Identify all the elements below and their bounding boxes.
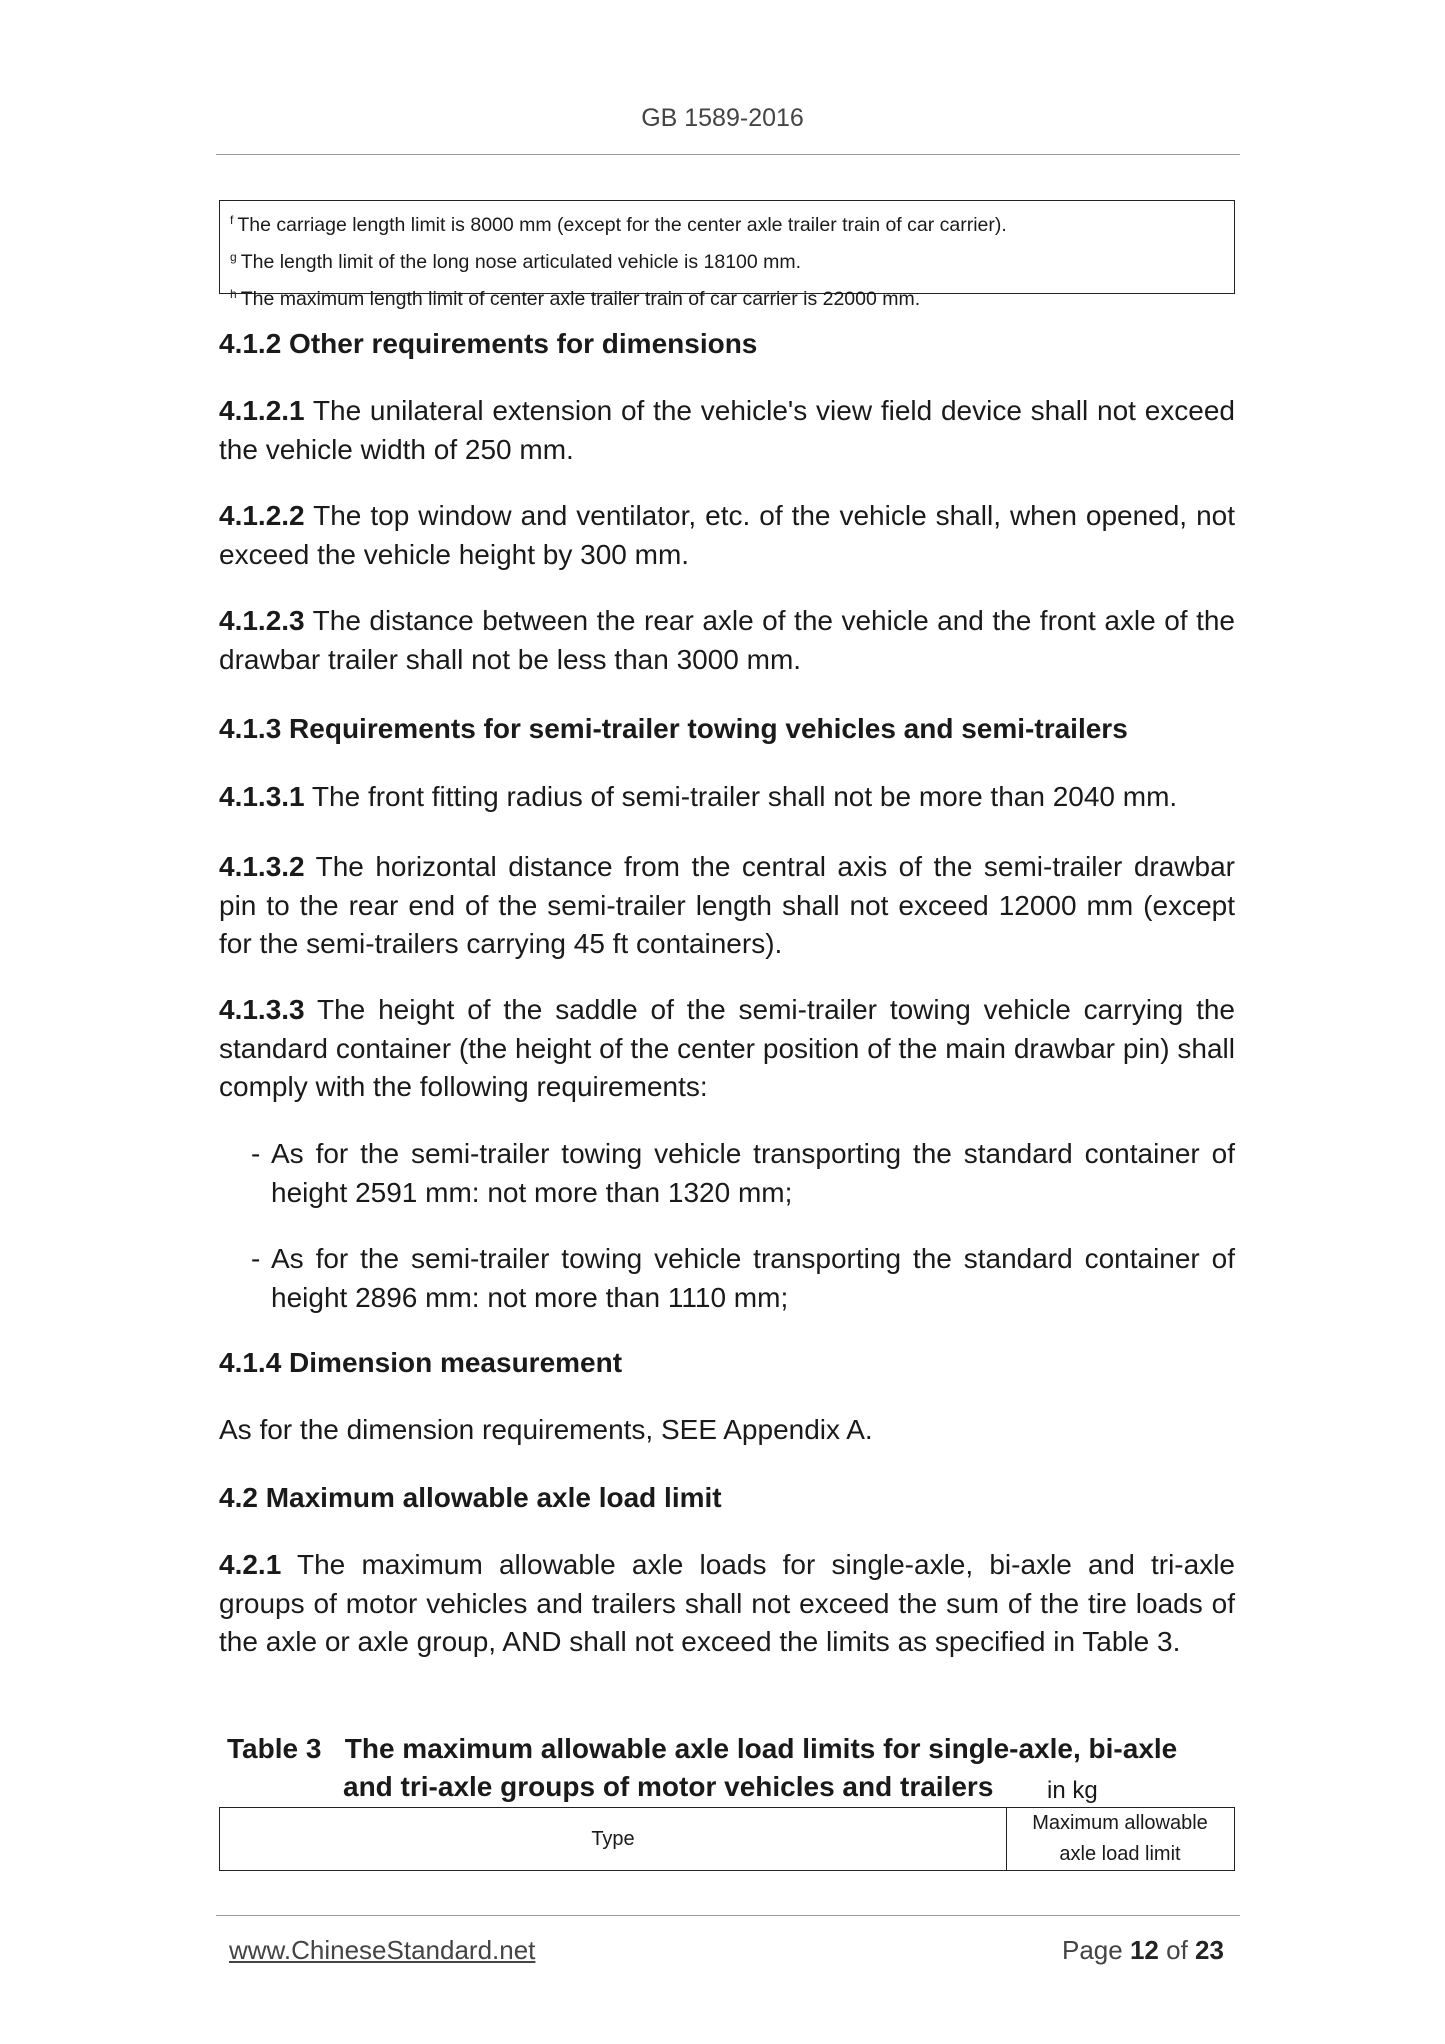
footnote-g (230, 241, 1234, 278)
clause-text: The height of the saddle of the semi-trailer towing vehicle carrying the standard container (the height of the center position of the main drawbar pin) shall comply with the following requirements: (219, 994, 1235, 1102)
footer-website-link[interactable]: www.ChineseStandard.net (229, 1935, 536, 1965)
list-dash: - (251, 1243, 261, 1274)
clause-4-1-3-3 (219, 991, 1235, 1107)
footnote-text: The carriage length limit is 8000 mm (except for the center axle trailer train of car carrier). (237, 214, 1007, 236)
clause-number: 4.1.3.2 (219, 851, 305, 882)
table-footnotes-box (219, 200, 1235, 310)
list-item (251, 1135, 1235, 1212)
list-item-text: As for the semi-trailer towing vehicle transporting the standard container of height 2591 mm: not more than 1320 mm; (271, 1138, 1235, 1208)
clause-4-1-2-1 (219, 392, 1235, 469)
clause-4-1-2-2 (219, 497, 1235, 574)
section-heading-4-1-4: 4.1.4 Dimension measurement (219, 1347, 623, 1378)
page-of: of (1166, 1935, 1188, 1965)
page-number (1062, 1935, 1224, 1966)
footnote-mark: g (230, 250, 237, 264)
total-pages: 23 (1195, 1935, 1224, 1965)
clause-number: 4.2.1 (219, 1549, 282, 1580)
table-3-header-row (219, 1807, 1235, 1871)
column-header-max-load (1007, 1808, 1233, 1870)
clause-text: The maximum allowable axle loads for single-axle, bi-axle and tri-axle groups of motor vehicles and trailers shall not exceed the sum of the tire loads of the axle or axle group, AND shall not exceed the limits as specified in Table 3. (219, 1549, 1235, 1657)
section-heading-4-1-3: 4.1.3 Requirements for semi-trailer towing vehicles and semi-trailers (219, 713, 1128, 744)
clause-number: 4.1.2.2 (219, 500, 305, 531)
list-item (251, 1240, 1235, 1317)
clause-text: The distance between the rear axle of the vehicle and the front axle of the drawbar trailer shall not be less than 3000 mm. (219, 605, 1235, 675)
clause-number: 4.1.3.3 (219, 994, 305, 1025)
table-caption-line-2: and tri-axle groups of motor vehicles and trailers (343, 1771, 994, 1802)
footnote-text: The maximum length limit of center axle trailer train of car carrier is 22000 mm. (240, 288, 921, 310)
footnote-mark: f (230, 213, 234, 227)
table-unit: in kg (1047, 1777, 1098, 1804)
clause-4-1-4-text: As for the dimension requirements, SEE Appendix A. (219, 1414, 873, 1445)
page-label: Page (1062, 1935, 1123, 1965)
clause-text: The top window and ventilator, etc. of the vehicle shall, when opened, not exceed the vehicle height by 300 mm. (219, 500, 1235, 570)
column-header-type: Type (220, 1808, 1007, 1870)
clause-4-1-3-2 (219, 848, 1235, 964)
footnote-mark: h (230, 287, 237, 301)
clause-4-2-1 (219, 1546, 1235, 1662)
section-heading-4-1-2: 4.1.2 Other requirements for dimensions (219, 328, 758, 359)
clause-text: The front fitting radius of semi-trailer shall not be more than 2040 mm. (311, 781, 1178, 812)
clause-number: 4.1.2.3 (219, 605, 305, 636)
table-caption-line-1: Table 3 The maximum allowable axle load limits for single-axle, bi-axle (227, 1733, 1178, 1764)
footnote-f (230, 204, 1234, 241)
section-heading-4-2: 4.2 Maximum allowable axle load limit (219, 1482, 722, 1513)
footer-divider (216, 1915, 1240, 1916)
header-divider (216, 154, 1240, 155)
clause-4-1-2-3 (219, 602, 1235, 679)
current-page: 12 (1129, 1935, 1159, 1965)
list-dash: - (251, 1138, 261, 1169)
clause-text: The horizontal distance from the central axis of the semi-trailer drawbar pin to the rear end of the semi-trailer length shall not exceed 12000 mm (except for the semi-trailers carrying 45 ft containers). (219, 851, 1235, 959)
clause-4-1-3-1 (219, 778, 1235, 817)
page-header-title: GB 1589-2016 (641, 104, 804, 132)
footnote-text: The length limit of the long nose articulated vehicle is 18100 mm. (240, 251, 802, 273)
column-header-line: axle load limit (1059, 1843, 1181, 1865)
column-header-line: Maximum allowable (1032, 1812, 1208, 1834)
clause-number: 4.1.3.1 (219, 781, 305, 812)
list-item-text: As for the semi-trailer towing vehicle transporting the standard container of height 2896 mm: not more than 1110 mm; (271, 1243, 1235, 1313)
footnote-h (230, 278, 1234, 315)
clause-number: 4.1.2.1 (219, 395, 305, 426)
clause-text: The unilateral extension of the vehicle's view field device shall not exceed the vehicle width of 250 mm. (219, 395, 1235, 465)
